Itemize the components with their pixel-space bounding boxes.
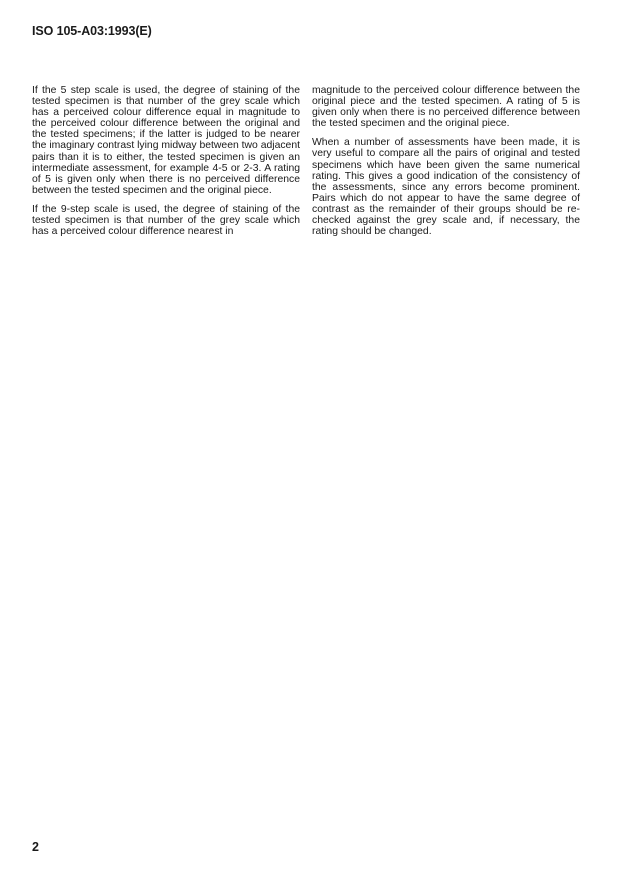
page-number: 2 (32, 840, 39, 854)
paragraph-comparison-of-assessments: When a number of assessments have been made, it is very useful to compare all the pairs of original and tested specimens which have been given the same numerical rating. This gives a good indication of the consistency of the assessments, since any errors become prominent. Pairs which do not appear to have the same degree of contrast as the remainder of their groups should be re-checked against the grey scale and, if necessary, the rating should be changed. (312, 137, 580, 238)
paragraph-five-step-scale: If the 5 step scale is used, the degree of staining of the tested specimen is that number of the grey scale which has a perceived colour difference equal in magnitude to the perceived colour difference between the original and the tested specimens; if the latter is judged to be nearer the imaginary contrast lying midway between two adjacent pairs than it is to either, the tested specimen is given an intermediate assessment, for example 4-5 or 2-3. A rating of 5 is given only when there is no perceived difference between the tested specimen and the original piece. (32, 85, 300, 196)
left-column (32, 85, 300, 245)
paragraph-nine-step-scale: If the 9-step scale is used, the degree of staining of the tested specimen is that number of the grey scale which has a perceived colour difference nearest in (32, 203, 300, 238)
right-column (312, 85, 580, 245)
paragraph-nine-step-continuation: magnitude to the perceived colour difference between the original piece and the tested specimen. A rating of 5 is given only when there is no perceived difference between the tested specimen and the original piece. (312, 85, 580, 130)
document-header: ISO 105-A03:1993(E) (32, 24, 152, 38)
